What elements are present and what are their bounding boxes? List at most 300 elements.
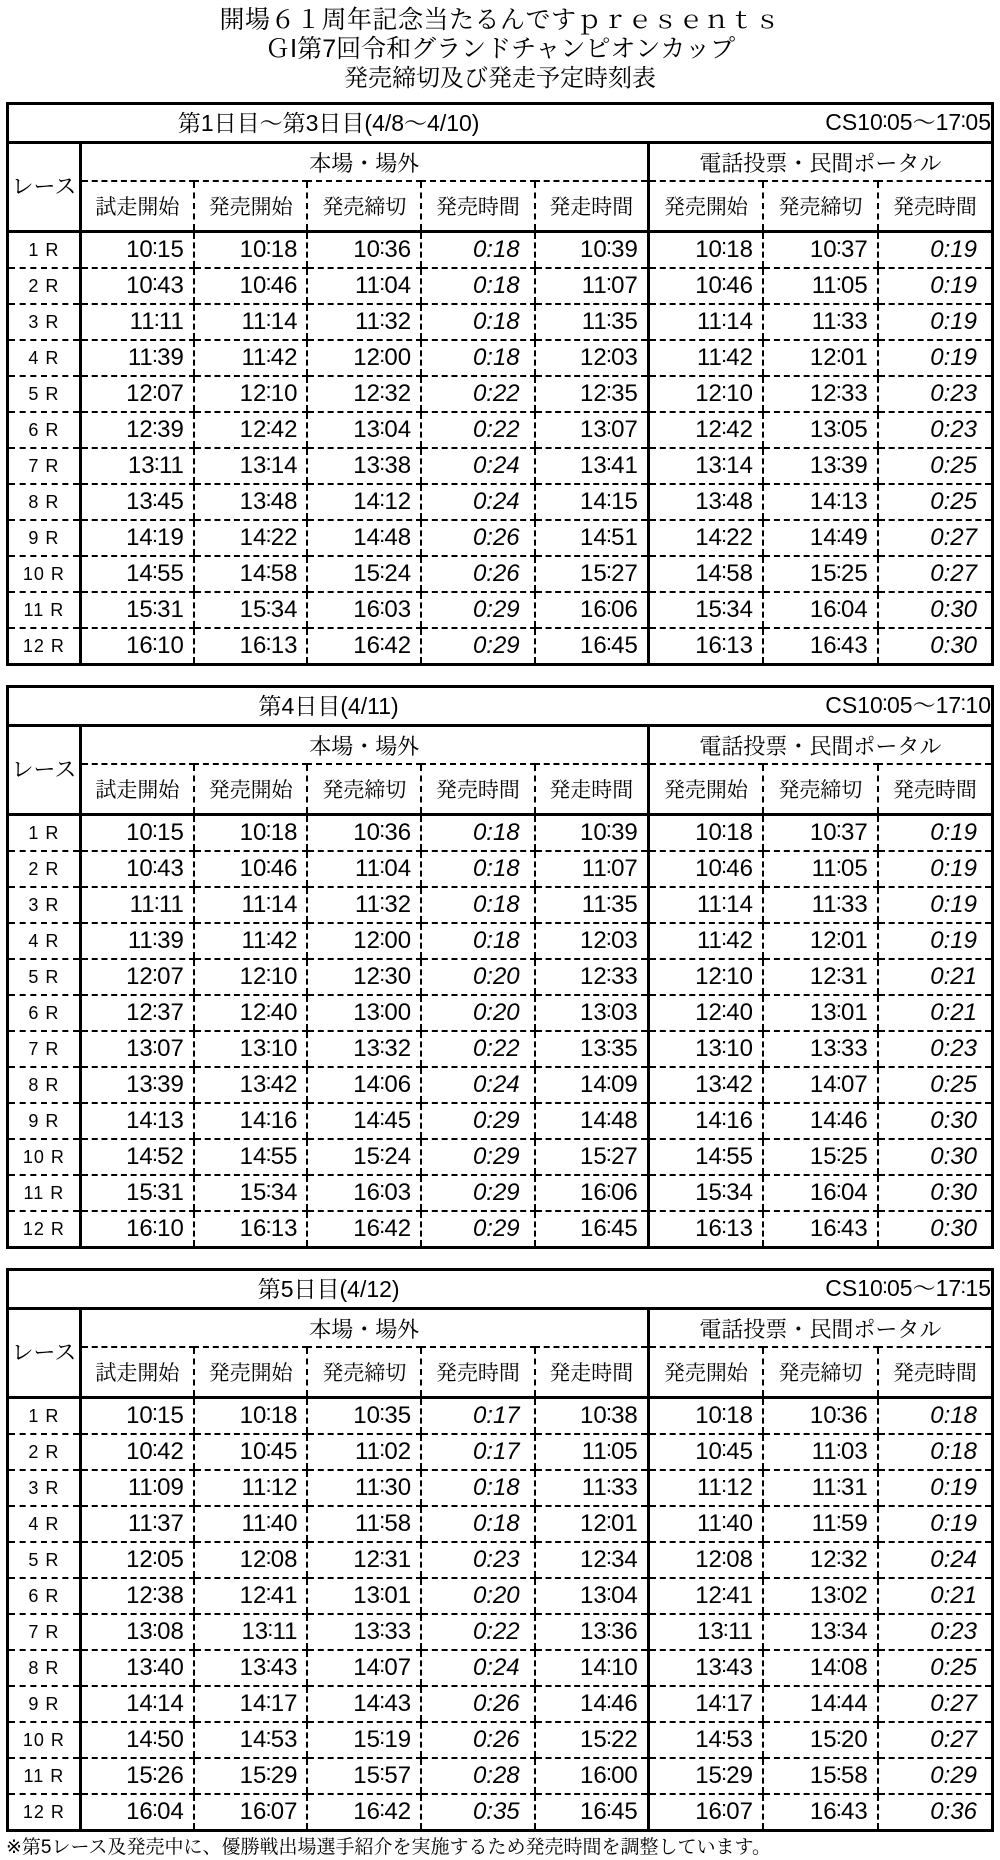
column-header-venue-5: 発走時間 xyxy=(535,1347,649,1398)
day-title-row xyxy=(8,687,993,726)
cell-telephone-2: 14:07 xyxy=(763,1067,878,1103)
race-number: 10 R xyxy=(8,556,81,592)
cell-telephone-1: 10:18 xyxy=(648,1398,763,1435)
cell-venue-2: 14:58 xyxy=(194,556,308,592)
cell-venue-4: 0:29 xyxy=(421,592,535,628)
cell-telephone-1: 13:11 xyxy=(648,1614,763,1650)
cell-venue-4: 0:24 xyxy=(421,1067,535,1103)
cell-telephone-2: 13:05 xyxy=(763,412,878,448)
cell-venue-5: 14:10 xyxy=(535,1650,649,1686)
cell-venue-4: 0:23 xyxy=(421,1542,535,1578)
cell-telephone-3: 0:30 xyxy=(878,592,993,628)
cell-venue-2: 10:18 xyxy=(194,1398,308,1435)
column-header-telephone-1: 発売開始 xyxy=(648,1347,763,1398)
cell-venue-2: 10:18 xyxy=(194,815,308,852)
title-line-3: 発売締切及び発走予定時刻表 xyxy=(344,65,656,92)
cell-telephone-3: 0:19 xyxy=(878,923,993,959)
column-header-venue-4: 発売時間 xyxy=(421,181,535,232)
cell-venue-5: 12:01 xyxy=(535,1506,649,1542)
cell-telephone-1: 12:08 xyxy=(648,1542,763,1578)
cell-telephone-1: 10:18 xyxy=(648,815,763,852)
cell-telephone-1: 11:42 xyxy=(648,340,763,376)
cell-venue-4: 0:22 xyxy=(421,1031,535,1067)
cell-telephone-1: 13:42 xyxy=(648,1067,763,1103)
cell-venue-4: 0:29 xyxy=(421,628,535,665)
cell-telephone-3: 0:19 xyxy=(878,887,993,923)
cell-telephone-3: 0:30 xyxy=(878,1211,993,1248)
cell-venue-4: 0:20 xyxy=(421,995,535,1031)
cell-telephone-2: 11:05 xyxy=(763,268,878,304)
cell-venue-5: 11:07 xyxy=(535,851,649,887)
cell-telephone-2: 13:02 xyxy=(763,1578,878,1614)
cell-venue-1: 10:15 xyxy=(80,232,194,269)
race-number: 10 R xyxy=(8,1139,81,1175)
cell-venue-5: 13:35 xyxy=(535,1031,649,1067)
cell-telephone-3: 0:19 xyxy=(878,1470,993,1506)
column-header-venue-2: 発売開始 xyxy=(194,764,308,815)
race-number: 2 R xyxy=(8,851,81,887)
cell-venue-5: 15:27 xyxy=(535,556,649,592)
cell-venue-2: 13:42 xyxy=(194,1067,308,1103)
cell-telephone-2: 11:59 xyxy=(763,1506,878,1542)
cell-telephone-1: 14:22 xyxy=(648,520,763,556)
race-number: 1 R xyxy=(8,1398,81,1435)
cell-venue-3: 13:01 xyxy=(307,1578,421,1614)
column-header-telephone-1: 発売開始 xyxy=(648,181,763,232)
cell-venue-5: 12:35 xyxy=(535,376,649,412)
race-number: 5 R xyxy=(8,959,81,995)
cell-venue-2: 14:22 xyxy=(194,520,308,556)
cell-venue-5: 16:06 xyxy=(535,1175,649,1211)
cell-telephone-1: 13:14 xyxy=(648,448,763,484)
table-row xyxy=(8,628,993,665)
cell-venue-5: 16:45 xyxy=(535,628,649,665)
cell-telephone-2: 15:25 xyxy=(763,556,878,592)
cell-venue-2: 12:41 xyxy=(194,1578,308,1614)
cell-venue-1: 11:11 xyxy=(80,887,194,923)
cell-venue-2: 13:10 xyxy=(194,1031,308,1067)
column-header-venue-3: 発売締切 xyxy=(307,181,421,232)
cell-venue-3: 10:35 xyxy=(307,1398,421,1435)
cell-venue-3: 14:43 xyxy=(307,1686,421,1722)
column-header-venue-1: 試走開始 xyxy=(80,181,194,232)
cell-telephone-2: 13:34 xyxy=(763,1614,878,1650)
day-title: 第1日目〜第3日目(4/8〜4/10) xyxy=(8,104,649,143)
cell-telephone-2: 11:33 xyxy=(763,887,878,923)
cell-venue-5: 11:35 xyxy=(535,887,649,923)
cell-telephone-3: 0:21 xyxy=(878,1578,993,1614)
cell-venue-5: 10:39 xyxy=(535,815,649,852)
schedule-table-day-group-3 xyxy=(6,1268,994,1832)
cell-venue-4: 0:17 xyxy=(421,1398,535,1435)
cell-telephone-2: 14:46 xyxy=(763,1103,878,1139)
cell-venue-1: 13:07 xyxy=(80,1031,194,1067)
table-row xyxy=(8,887,993,923)
cell-venue-2: 16:13 xyxy=(194,628,308,665)
cell-telephone-3: 0:18 xyxy=(878,1434,993,1470)
cell-telephone-2: 13:39 xyxy=(763,448,878,484)
cell-telephone-3: 0:27 xyxy=(878,520,993,556)
cell-telephone-3: 0:19 xyxy=(878,815,993,852)
cell-venue-1: 13:40 xyxy=(80,1650,194,1686)
cell-venue-4: 0:18 xyxy=(421,304,535,340)
cell-venue-4: 0:18 xyxy=(421,340,535,376)
cell-venue-2: 13:48 xyxy=(194,484,308,520)
cell-telephone-2: 12:01 xyxy=(763,923,878,959)
cell-telephone-1: 12:40 xyxy=(648,995,763,1031)
cell-telephone-1: 11:14 xyxy=(648,304,763,340)
cell-venue-4: 0:18 xyxy=(421,1506,535,1542)
day-title: 第5日目(4/12) xyxy=(8,1270,649,1309)
column-header-row xyxy=(8,764,993,815)
cell-venue-3: 10:36 xyxy=(307,232,421,269)
cell-venue-3: 12:00 xyxy=(307,340,421,376)
title-line-1: 開場６１周年記念当たるんですｐｒｅｓｅｎｔｓ xyxy=(219,6,781,34)
cell-venue-1: 12:05 xyxy=(80,1542,194,1578)
cell-venue-3: 11:04 xyxy=(307,851,421,887)
table-row xyxy=(8,1722,993,1758)
cell-venue-4: 0:18 xyxy=(421,815,535,852)
cell-telephone-3: 0:18 xyxy=(878,1398,993,1435)
table-row xyxy=(8,1434,993,1470)
cell-telephone-2: 14:08 xyxy=(763,1650,878,1686)
cell-venue-3: 15:24 xyxy=(307,556,421,592)
group-header-row xyxy=(8,726,993,765)
cell-telephone-3: 0:30 xyxy=(878,628,993,665)
race-number: 12 R xyxy=(8,1211,81,1248)
cell-telephone-2: 10:36 xyxy=(763,1398,878,1435)
table-row xyxy=(8,1175,993,1211)
cell-venue-1: 12:07 xyxy=(80,376,194,412)
cell-venue-4: 0:18 xyxy=(421,1470,535,1506)
race-number: 11 R xyxy=(8,1758,81,1794)
cell-venue-2: 10:46 xyxy=(194,851,308,887)
cs-broadcast-time: CS10:05〜17:05 xyxy=(648,104,992,143)
table-row xyxy=(8,1211,993,1248)
column-header-venue-1: 試走開始 xyxy=(80,764,194,815)
schedule-tables xyxy=(6,102,994,1832)
table-row xyxy=(8,556,993,592)
cell-venue-1: 16:10 xyxy=(80,628,194,665)
cell-telephone-3: 0:27 xyxy=(878,1686,993,1722)
column-header-telephone-3: 発売時間 xyxy=(878,181,993,232)
group-header-telephone: 電話投票・民間ポータル xyxy=(648,726,992,765)
cell-venue-5: 12:33 xyxy=(535,959,649,995)
race-number: 10 R xyxy=(8,1722,81,1758)
cell-venue-5: 12:03 xyxy=(535,923,649,959)
cell-venue-4: 0:29 xyxy=(421,1103,535,1139)
column-header-venue-4: 発売時間 xyxy=(421,1347,535,1398)
race-number: 4 R xyxy=(8,923,81,959)
race-number: 5 R xyxy=(8,376,81,412)
race-number: 4 R xyxy=(8,340,81,376)
cell-telephone-2: 16:04 xyxy=(763,1175,878,1211)
cell-venue-3: 14:45 xyxy=(307,1103,421,1139)
cell-telephone-2: 12:31 xyxy=(763,959,878,995)
cell-venue-1: 14:14 xyxy=(80,1686,194,1722)
cell-venue-4: 0:22 xyxy=(421,1614,535,1650)
table-row xyxy=(8,1139,993,1175)
race-number: 1 R xyxy=(8,232,81,269)
cell-venue-4: 0:29 xyxy=(421,1175,535,1211)
table-row xyxy=(8,923,993,959)
table-row xyxy=(8,1686,993,1722)
cell-venue-5: 13:07 xyxy=(535,412,649,448)
cell-venue-4: 0:18 xyxy=(421,232,535,269)
cell-venue-5: 11:07 xyxy=(535,268,649,304)
cell-venue-1: 10:43 xyxy=(80,851,194,887)
cell-venue-5: 12:03 xyxy=(535,340,649,376)
table-row xyxy=(8,304,993,340)
cell-telephone-1: 12:41 xyxy=(648,1578,763,1614)
day-title: 第4日目(4/11) xyxy=(8,687,649,726)
cell-venue-5: 11:33 xyxy=(535,1470,649,1506)
cell-telephone-3: 0:25 xyxy=(878,448,993,484)
cell-venue-3: 14:06 xyxy=(307,1067,421,1103)
column-header-venue-2: 発売開始 xyxy=(194,1347,308,1398)
cell-venue-3: 12:30 xyxy=(307,959,421,995)
cell-venue-3: 11:04 xyxy=(307,268,421,304)
cell-venue-3: 16:03 xyxy=(307,592,421,628)
race-number: 3 R xyxy=(8,304,81,340)
cell-telephone-2: 10:37 xyxy=(763,815,878,852)
cell-venue-3: 14:07 xyxy=(307,1650,421,1686)
table-row xyxy=(8,1031,993,1067)
column-header-telephone-2: 発売締切 xyxy=(763,764,878,815)
cell-venue-2: 14:53 xyxy=(194,1722,308,1758)
cs-broadcast-time: CS10:05〜17:15 xyxy=(648,1270,992,1309)
cell-venue-3: 13:04 xyxy=(307,412,421,448)
cell-venue-4: 0:29 xyxy=(421,1139,535,1175)
cell-venue-4: 0:20 xyxy=(421,1578,535,1614)
cell-telephone-3: 0:27 xyxy=(878,1722,993,1758)
cell-telephone-2: 12:33 xyxy=(763,376,878,412)
table-row xyxy=(8,1614,993,1650)
day-title-row xyxy=(8,1270,993,1309)
cell-venue-4: 0:28 xyxy=(421,1758,535,1794)
cell-venue-1: 14:13 xyxy=(80,1103,194,1139)
cell-telephone-2: 11:03 xyxy=(763,1434,878,1470)
cell-telephone-1: 14:16 xyxy=(648,1103,763,1139)
cell-telephone-2: 10:37 xyxy=(763,232,878,269)
cell-venue-4: 0:22 xyxy=(421,412,535,448)
cell-venue-3: 16:42 xyxy=(307,1211,421,1248)
cell-telephone-3: 0:21 xyxy=(878,959,993,995)
cell-telephone-1: 16:13 xyxy=(648,628,763,665)
cell-telephone-2: 16:04 xyxy=(763,592,878,628)
race-number: 9 R xyxy=(8,1686,81,1722)
column-header-row xyxy=(8,1347,993,1398)
column-header-telephone-3: 発売時間 xyxy=(878,1347,993,1398)
cell-telephone-1: 13:10 xyxy=(648,1031,763,1067)
table-row xyxy=(8,448,993,484)
cell-venue-1: 14:55 xyxy=(80,556,194,592)
cell-venue-1: 10:15 xyxy=(80,815,194,852)
cell-venue-2: 15:34 xyxy=(194,1175,308,1211)
cell-venue-3: 13:32 xyxy=(307,1031,421,1067)
cell-venue-1: 12:07 xyxy=(80,959,194,995)
race-number: 9 R xyxy=(8,1103,81,1139)
cell-venue-4: 0:26 xyxy=(421,556,535,592)
cell-telephone-1: 16:07 xyxy=(648,1794,763,1831)
cell-venue-5: 16:45 xyxy=(535,1794,649,1831)
cell-venue-2: 11:14 xyxy=(194,887,308,923)
cell-venue-5: 16:00 xyxy=(535,1758,649,1794)
table-row xyxy=(8,592,993,628)
cell-venue-3: 13:38 xyxy=(307,448,421,484)
cell-venue-4: 0:26 xyxy=(421,520,535,556)
title-line-2: ＧⅠ第7回令和グランドチャンピオンカップ xyxy=(264,35,736,63)
cell-venue-1: 10:42 xyxy=(80,1434,194,1470)
cell-venue-5: 14:48 xyxy=(535,1103,649,1139)
cell-venue-3: 16:42 xyxy=(307,628,421,665)
cell-venue-5: 13:03 xyxy=(535,995,649,1031)
cell-venue-1: 14:19 xyxy=(80,520,194,556)
column-header-venue-3: 発売締切 xyxy=(307,764,421,815)
cell-venue-1: 16:10 xyxy=(80,1211,194,1248)
cell-venue-2: 11:42 xyxy=(194,340,308,376)
cell-venue-5: 10:39 xyxy=(535,232,649,269)
group-header-telephone: 電話投票・民間ポータル xyxy=(648,1309,992,1348)
table-row xyxy=(8,1578,993,1614)
cell-venue-1: 13:11 xyxy=(80,448,194,484)
cell-telephone-1: 11:14 xyxy=(648,887,763,923)
cell-telephone-3: 0:19 xyxy=(878,851,993,887)
cell-venue-2: 14:55 xyxy=(194,1139,308,1175)
cell-venue-2: 12:10 xyxy=(194,376,308,412)
cell-telephone-1: 15:29 xyxy=(648,1758,763,1794)
cell-venue-2: 12:40 xyxy=(194,995,308,1031)
cell-venue-5: 13:36 xyxy=(535,1614,649,1650)
group-header-venue: 本場・場外 xyxy=(80,1309,648,1348)
cell-venue-1: 13:39 xyxy=(80,1067,194,1103)
cell-venue-3: 11:30 xyxy=(307,1470,421,1506)
race-number: 1 R xyxy=(8,815,81,852)
cell-venue-3: 10:36 xyxy=(307,815,421,852)
race-number: 8 R xyxy=(8,1067,81,1103)
cell-telephone-3: 0:19 xyxy=(878,1506,993,1542)
cell-venue-1: 11:11 xyxy=(80,304,194,340)
cell-telephone-1: 12:42 xyxy=(648,412,763,448)
column-header-telephone-3: 発売時間 xyxy=(878,764,993,815)
column-header-venue-4: 発売時間 xyxy=(421,764,535,815)
race-number: 12 R xyxy=(8,628,81,665)
cell-telephone-1: 10:45 xyxy=(648,1434,763,1470)
table-row xyxy=(8,1398,993,1435)
cell-venue-2: 15:34 xyxy=(194,592,308,628)
cell-venue-3: 15:19 xyxy=(307,1722,421,1758)
cell-telephone-1: 15:34 xyxy=(648,1175,763,1211)
cell-venue-2: 16:13 xyxy=(194,1211,308,1248)
race-number: 3 R xyxy=(8,1470,81,1506)
cell-venue-3: 16:42 xyxy=(307,1794,421,1831)
cell-venue-1: 14:50 xyxy=(80,1722,194,1758)
cell-venue-4: 0:18 xyxy=(421,851,535,887)
cell-venue-4: 0:26 xyxy=(421,1722,535,1758)
table-row xyxy=(8,1506,993,1542)
cell-venue-2: 11:12 xyxy=(194,1470,308,1506)
cell-telephone-3: 0:25 xyxy=(878,484,993,520)
cs-broadcast-time: CS10:05〜17:10 xyxy=(648,687,992,726)
column-header-venue-5: 発走時間 xyxy=(535,764,649,815)
cell-venue-5: 13:04 xyxy=(535,1578,649,1614)
cell-venue-1: 11:39 xyxy=(80,340,194,376)
race-number: 6 R xyxy=(8,1578,81,1614)
cell-venue-5: 14:15 xyxy=(535,484,649,520)
cell-venue-1: 13:08 xyxy=(80,1614,194,1650)
cell-venue-5: 16:06 xyxy=(535,592,649,628)
cell-venue-5: 12:34 xyxy=(535,1542,649,1578)
table-row xyxy=(8,232,993,269)
cell-venue-5: 15:22 xyxy=(535,1722,649,1758)
race-number: 5 R xyxy=(8,1542,81,1578)
race-number: 7 R xyxy=(8,1614,81,1650)
table-row xyxy=(8,520,993,556)
cell-venue-2: 12:10 xyxy=(194,959,308,995)
cell-telephone-3: 0:19 xyxy=(878,268,993,304)
cell-telephone-1: 11:40 xyxy=(648,1506,763,1542)
cell-venue-1: 13:45 xyxy=(80,484,194,520)
cell-telephone-2: 16:43 xyxy=(763,628,878,665)
cell-telephone-3: 0:27 xyxy=(878,556,993,592)
table-row xyxy=(8,1758,993,1794)
race-number: 8 R xyxy=(8,484,81,520)
race-number: 11 R xyxy=(8,1175,81,1211)
race-number: 7 R xyxy=(8,1031,81,1067)
race-number: 2 R xyxy=(8,1434,81,1470)
column-header-telephone-1: 発売開始 xyxy=(648,764,763,815)
cell-venue-2: 13:11 xyxy=(194,1614,308,1650)
cell-venue-2: 10:46 xyxy=(194,268,308,304)
group-header-row xyxy=(8,1309,993,1348)
column-header-venue-2: 発売開始 xyxy=(194,181,308,232)
page-title xyxy=(6,0,994,93)
cell-venue-5: 10:38 xyxy=(535,1398,649,1435)
cell-telephone-1: 10:46 xyxy=(648,851,763,887)
cell-venue-2: 15:29 xyxy=(194,1758,308,1794)
cell-telephone-3: 0:25 xyxy=(878,1067,993,1103)
footnote: ※第5レース及発売中に、優勝戦出場選手紹介を実施するため発売時間を調整しています。 xyxy=(6,1837,772,1858)
cell-venue-2: 12:42 xyxy=(194,412,308,448)
cell-telephone-3: 0:30 xyxy=(878,1103,993,1139)
cell-venue-4: 0:22 xyxy=(421,376,535,412)
cell-venue-1: 10:15 xyxy=(80,1398,194,1435)
cell-venue-2: 14:16 xyxy=(194,1103,308,1139)
cell-telephone-1: 11:42 xyxy=(648,923,763,959)
cell-venue-2: 10:45 xyxy=(194,1434,308,1470)
race-number: 6 R xyxy=(8,412,81,448)
column-header-row xyxy=(8,181,993,232)
cell-venue-3: 12:00 xyxy=(307,923,421,959)
cell-venue-2: 10:18 xyxy=(194,232,308,269)
cell-telephone-2: 11:05 xyxy=(763,851,878,887)
cell-telephone-2: 15:25 xyxy=(763,1139,878,1175)
cell-venue-4: 0:17 xyxy=(421,1434,535,1470)
cell-venue-3: 12:32 xyxy=(307,376,421,412)
cell-venue-3: 14:48 xyxy=(307,520,421,556)
group-header-telephone: 電話投票・民間ポータル xyxy=(648,143,992,182)
cell-telephone-3: 0:36 xyxy=(878,1794,993,1831)
cell-telephone-1: 14:58 xyxy=(648,556,763,592)
cell-venue-5: 13:41 xyxy=(535,448,649,484)
cell-venue-4: 0:18 xyxy=(421,268,535,304)
column-header-venue-1: 試走開始 xyxy=(80,1347,194,1398)
race-number: 9 R xyxy=(8,520,81,556)
cell-telephone-2: 16:43 xyxy=(763,1794,878,1831)
cell-telephone-2: 11:31 xyxy=(763,1470,878,1506)
column-header-venue-5: 発走時間 xyxy=(535,181,649,232)
table-row xyxy=(8,1103,993,1139)
